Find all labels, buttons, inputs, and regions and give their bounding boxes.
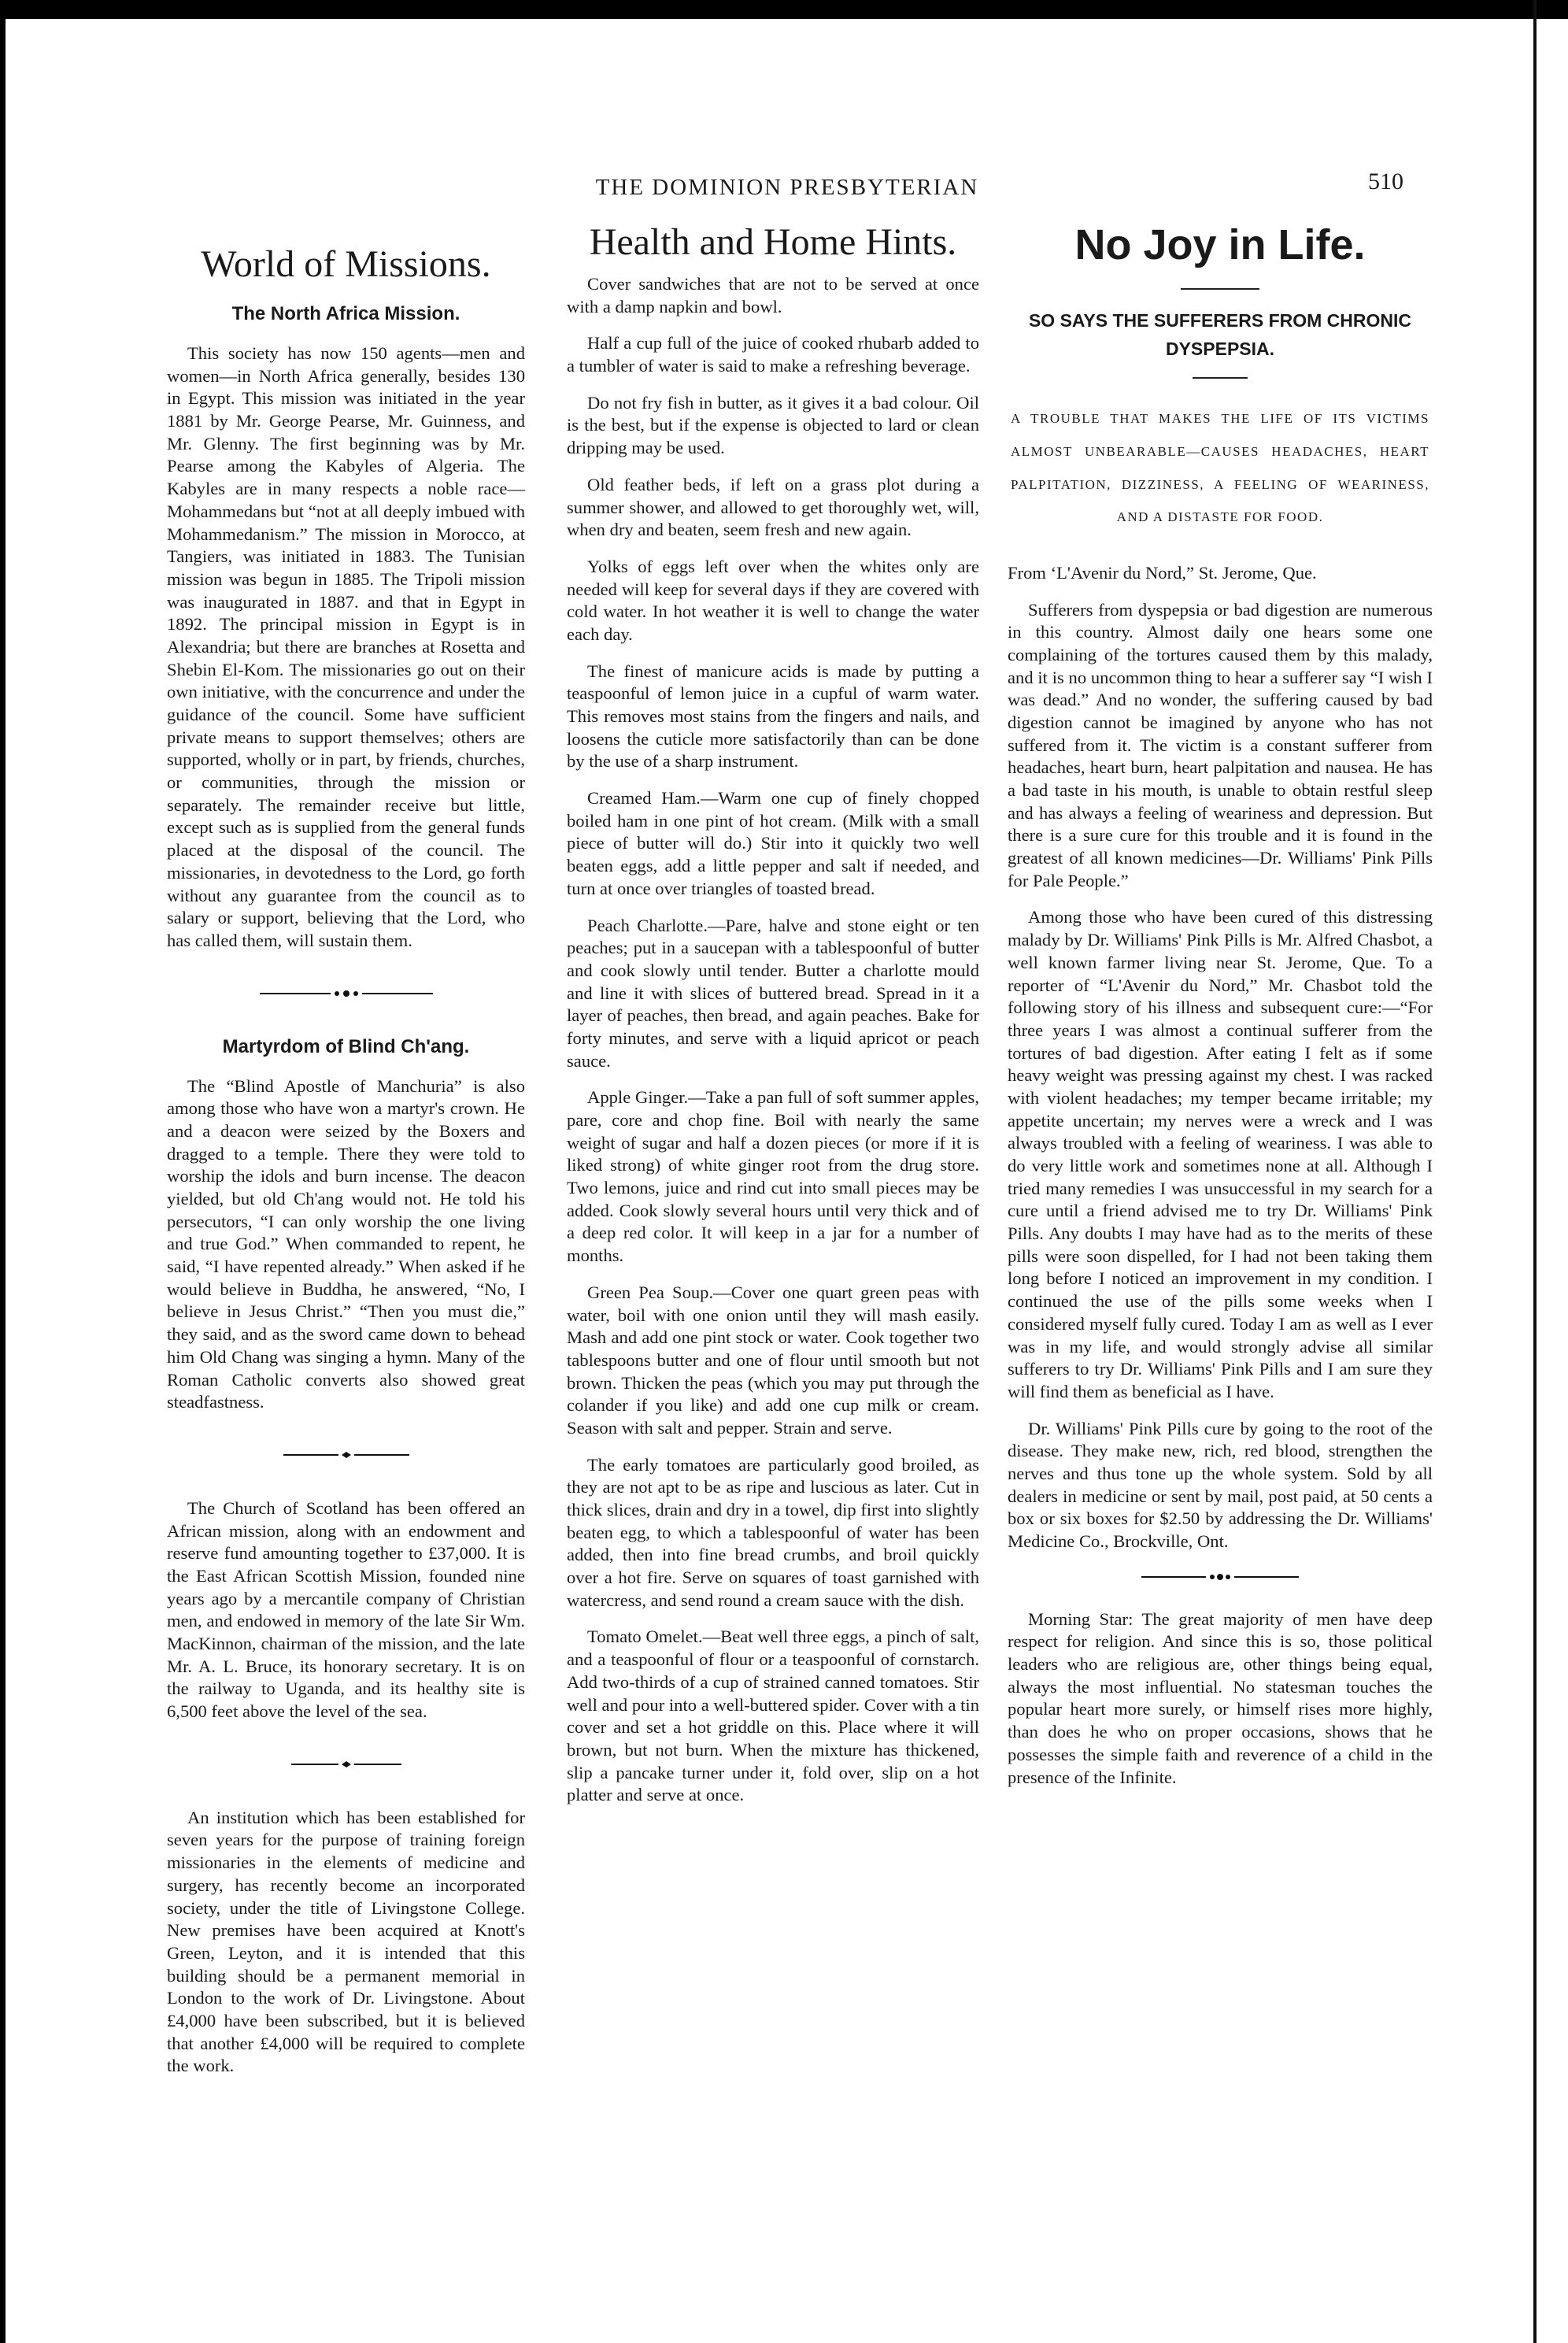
separator-ornament [167, 1758, 525, 1772]
article-heading-north-africa: The North Africa Mission. [231, 303, 460, 324]
recipe-apple-ginger: Apple Ginger.—Take a pan full of soft summer apples, pare, core and chop fine. Boil with nearly the same weight of sugar and half a dozen pieces (or more if it is liked strong) of white ginger root from the drug store. Two lemons, juice and rind cut into small pieces may be added. Cook slowly several hours until very thick and of a deep red color. It will keep in a jar for a number of months. [567, 1087, 979, 1266]
scan-top-border [0, 0, 1568, 19]
advert-title: No Joy in Life. [1074, 221, 1366, 268]
scan-left-border [0, 0, 6, 2343]
article-heading-blind-chang: Martyrdom of Blind Ch'ang. [222, 1035, 470, 1057]
subhead-rule [1193, 377, 1248, 379]
article-paragraph: The Church of Scotland has been offered an African mission, along with an endowment and reserve fund amounting together to £37,000. It is the East African Scottish Mission, founded nine years ago by a mercantile company of Christian men, and endowed in memory of the late Sir Wm. MacKinnon, chairman of the mission, and the late Mr. A. L. Bruce, its honorary secretary. It is on the railway to Uganda, and its healthy site is 6,500 feet above the level of the sea. [167, 1497, 525, 1722]
recipe-creamed-ham: Creamed Ham.—Warm one cup of finely chopped boiled ham in one pint of hot cream. (Milk with a small piece of butter will do.) Stir into it quickly two well beaten eggs, add a little pepper and salt if needed, and turn at once over triangles of toasted bread. [567, 788, 979, 898]
advert-paragraph: Dr. Williams' Pink Pills cure by going to the root of the disease. They make new, rich, red blood, strengthen the nerves and thus tone up the whole system. Sold by all dealers in medicine or sent by mail, post paid, at 50 cents a box or six boxes for $2.50 by addressing the Dr. Williams' Medicine Co., Brockville, Ont. [1008, 1418, 1433, 1552]
article-paragraph: An institution which has been established for seven years for the purpose of training foreign missionaries in the elements of medicine and surgery, has recently become an incorporated society, under the title of Livingstone College. New premises have been acquired at Knott's Green, Leyton, and it is intended that this building should be a permanent memorial in London to the work of Dr. Livingstone. About £4,000 have been subscribed, but it is believed that another £4,000 will be required to complete the work. [167, 1807, 525, 2076]
advert-deck: A TROUBLE THAT MAKES THE LIFE OF ITS VICTIMS ALMOST UNBEARABLE—CAUSES HEADACHES, HEART PALPITATION, DIZZINESS, A FEELING OF WEARINESS, AND A DISTASTE FOR FOOD. [1011, 411, 1429, 525]
separator-ornament [167, 1449, 525, 1463]
article-paragraph: This society has now 150 agents—men and women—in North Africa generally, besides 130 in Egypt. This mission was initiated in the year 1881 by Mr. George Pearse, Mr. Guinness, and Mr. Glenny. The first beginning was by Mr. Pearse among the Kabyles of Algeria. The Kabyles are in many respects a noble race—Mohammedans but “not at all deeply imbued with Mohammedanism.” The mission in Morocco, at Tangiers, was initiated in 1883. The Tunisian mission was begun in 1885. The Tripoli mission was inaugurated in 1887. and that in Egypt in 1892. The principal mission in Egypt is in Alexandria; but there are branches at Rosetta and Shebin El-Kom. The missionaries go out on their own initiative, with the concurrence and under the guidance of the council. Some have sufficient private means to support themselves; others are supported, wholly or in part, by friends, churches, or communities, through the mission or separately. The remainder receive but little, except such as is supplied from the general funds placed at the disposal of the council. The missionaries, in devotedness to the Lord, go forth without any guarantee from the council as to salary or support, believing that the Lord, who has called them, will sustain them. [167, 343, 525, 950]
recipe-peach-charlotte: Peach Charlotte.—Pare, halve and stone eight or ten peaches; put in a saucepan with a tablespoonful of butter and cook slowly until tender. Butter a charlotte mould and line it with slices of buttered bread. Spread in it a layer of peaches, then bread, and again peaches. Bake for forty minutes, and serve with a liquid apricot or peach sauce. [567, 915, 979, 1071]
running-head: THE DOMINION PRESBYTERIAN [595, 175, 979, 200]
page-number: 510 [1368, 168, 1403, 194]
recipe-tomato-omelet: Tomato Omelet.—Beat well three eggs, a pinch of salt, and a teaspoonful of flour or a teaspoonful of cornstarch. Add two-thirds of a cup of strained canned tomatoes. Stir well and pour into a well-buttered spider. Cover with a tin cover and set a hot griddle on this. Place where it will brown, but not burn. When the mixture has thickened, slip a pancake turner under it, fold over, slip on a hot platter and serve at once. [567, 1627, 979, 1805]
title-rule [1181, 288, 1259, 290]
column-world-of-missions [167, 220, 525, 2092]
page-edge-rule [1533, 0, 1537, 2343]
separator-ornament [1008, 1571, 1433, 1585]
section-title-world-of-missions: World of Missions. [201, 243, 491, 285]
hint-paragraph: Cover sandwiches that are not to be served at once with a damp napkin and bowl. [567, 274, 979, 316]
recipe-green-pea-soup: Green Pea Soup.—Cover one quart green peas with water, boil with one onion until they will mash easily. Mash and add one pint stock or water. Cook together two tablespoons butter and one of flour until smooth but not brown. Thicken the peas (which you may put through the colander if you like) and add one cup milk or cream. Season with salt and pepper. Strain and serve. [567, 1282, 979, 1438]
article-paragraph: The “Blind Apostle of Manchuria” is also among those who have won a martyr's crown. He and a deacon were seized by the Boxers and dragged to a temple. There they were told to worship the idols and burn incense. The deacon yielded, but old Ch'ang would not. He told his persecutors, “I can only worship the one living and true God.” When commanded to repent, he said, “I have repented already.” When asked if he would believe in Buddha, he answered, “No, I believe in Jesus Christ.” “Then you must die,” they said, and as the sword came down to behead him Old Chang was singing a hymn. Many of the Roman Catholic converts also showed great steadfastness. [167, 1075, 525, 1412]
separator-ornament [167, 987, 525, 1001]
advert-paragraph: Sufferers from dyspepsia or bad digestion are numerous in this country. Almost daily one hears some one complaining of the tortures caused them by this malady, and it is no uncommon thing to hear a sufferer say “I wish I was dead.” And no wonder, the suffering caused by bad digestion cannot be imagined by anyone who has not suffered from it. The victim is a constant sufferer from headaches, heart burn, heart palpitation and nausea. He has a bad taste in his mouth, is unable to obtain restful sleep and has always a feeling of weariness and depression. But there is a sure cure for this trouble and it is found in the greatest of all known medicines—Dr. Williams' Pink Pills for Pale People.” [1008, 599, 1433, 890]
column-health-and-home-hints [567, 220, 979, 1821]
hint-paragraph: The finest of manicure acids is made by putting a teaspoonful of lemon juice in a cupful of warm water. This removes most stains from the fingers and nails, and loosens the cuticle more satisfactorily than can be done by the use of a sharp instrument. [567, 661, 979, 772]
advert-subhead: SO SAYS THE SUFFERERS FROM CHRONIC DYSPEPSIA. [1028, 310, 1412, 359]
hint-paragraph: Yolks of eggs left over when the whites only are needed will keep for several days if they are covered with cold water. In hot weather it is well to change the water each day. [567, 556, 979, 644]
hint-paragraph: Old feather beds, if left on a grass plot during a summer shower, and allowed to get thoroughly wet, will, when dry and beaten, seem fresh and new again. [567, 474, 979, 540]
hint-paragraph: Half a cup full of the juice of cooked rhubarb added to a tumbler of water is said to make a refreshing beverage. [567, 333, 979, 376]
dateline: From ‘L'Avenir du Nord,” St. Jerome, Que. [1008, 562, 1317, 583]
hint-paragraph: Do not fry fish in butter, as it gives it a bad colour. Oil is the best, but if the expense is objected to lard or clean dripping may be used. [567, 392, 979, 458]
column-no-joy-in-life [1008, 220, 1433, 1803]
advert-paragraph: Among those who have been cured of this distressing malady by Dr. Williams' Pink Pills is Mr. Alfred Chasbot, a well known farmer living near St. Jerome, Que. To a reporter of “L'Avenir du Nord,” Mr. Chasbot told the following story of his illness and subsequent cure:—“For three years I was almost a continual sufferer from the tortures of bad digestion. After eating I felt as if some heavy weight was pressing against my chest. I was racked with violent headaches; my temper became irritable; my appetite uncertain; my nerves were a wreck and I was always troubled with a feeling of weariness. I was able to do very little work and sometimes none at all. Although I tried many remedies I was unsuccessful in my search for a cure until a friend advised me to try Dr. Williams' Pink Pills. Any doubts I may have had as to the merits of these pills were soon dispelled, for I had not been taking them long before I noticed an improvement in my condition. I continued the use of the pills some weeks when I considered myself fully cured. Today I am as well as I ever was in my life, and would strongly advise all similar sufferers to try Dr. Williams' Pink Pills and I am sure they will find them as beneficial as I have. [1008, 907, 1433, 1401]
hint-paragraph: The early tomatoes are particularly good broiled, as they are not apt to be as ripe and luscious as later. Cut in thick slices, drain and dry in a towel, dip first into slightly beaten egg, to which a tablespoonful of water has been added, then into fine bread crumbs, and broil quickly over a hot fire. Serve on squares of toast garnished with watercress, and send round a cream sauce with the dish. [567, 1454, 979, 1610]
section-title-health-hints: Health and Home Hints. [589, 221, 957, 263]
morning-star-quote: Morning Star: The great majority of men have deep respect for religion. And since this is so, those political leaders who are religious are, other things being equal, always the most influential. No statesman touches the popular heart more surely, or himself rises more highly, than does he who on proper occasions, shows that he possesses the simple faith and reverence of a child in the presence of the Infinite. [1008, 1608, 1433, 1787]
